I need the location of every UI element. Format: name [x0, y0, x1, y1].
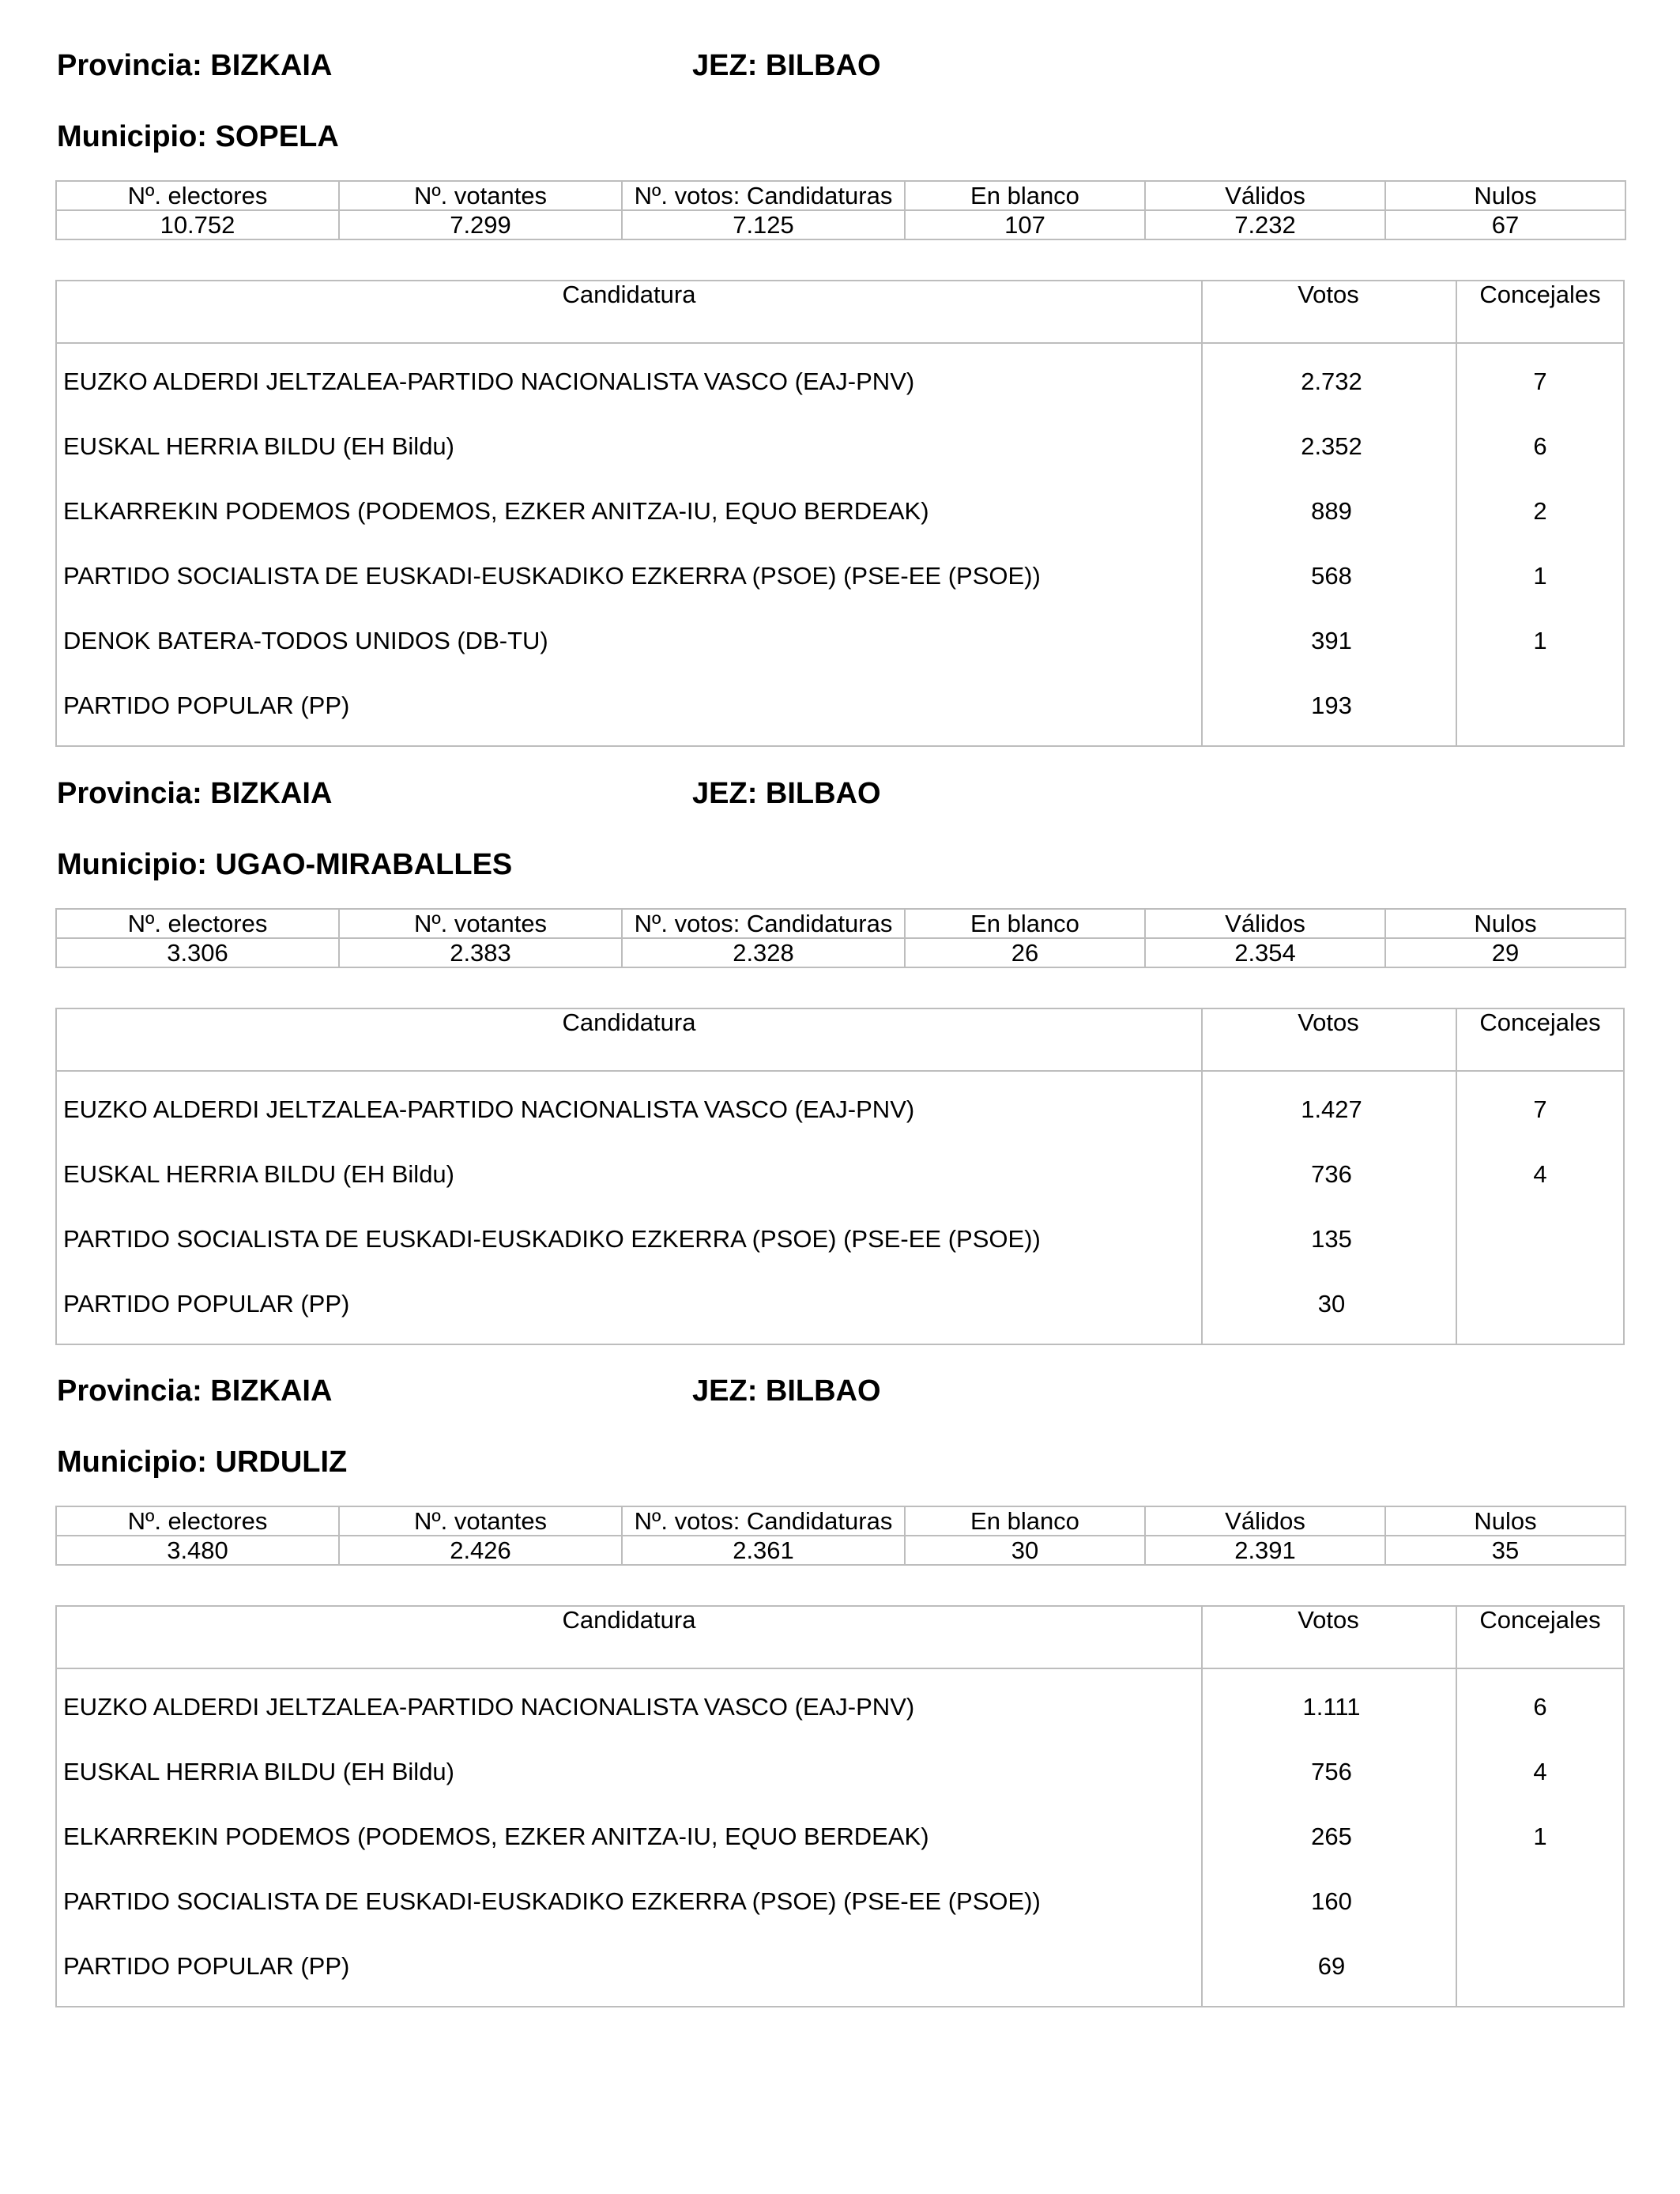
candidate-name: EUZKO ALDERDI JELTZALEA-PARTIDO NACIONALISTA VASCO (EAJ-PNV): [63, 1693, 915, 1721]
candidate-row: [57, 356, 1623, 421]
candidate-name: PARTIDO SOCIALISTA DE EUSKADI-EUSKADIKO EZKERRA (PSOE) (PSE-EE (PSOE)): [63, 562, 1041, 590]
candidate-concejales: 1: [1533, 562, 1547, 590]
stats-value-cell: 2.391: [1145, 1536, 1385, 1565]
column-divider: [1201, 1009, 1203, 1344]
candidate-concejales: 7: [1533, 1095, 1547, 1123]
candidate-votes: 135: [1311, 1225, 1352, 1253]
stats-header-cell: Nº. votos: Candidaturas: [622, 1506, 905, 1536]
candidate-name: EUSKAL HERRIA BILDU (EH Bildu): [63, 1758, 455, 1785]
stats-header-cell: En blanco: [905, 909, 1145, 938]
candidate-name: EUZKO ALDERDI JELTZALEA-PARTIDO NACIONALISTA VASCO (EAJ-PNV): [63, 368, 915, 395]
stats-header-row: [56, 181, 1625, 210]
candidate-row: [57, 1941, 1623, 2006]
stats-header-row: [56, 909, 1625, 938]
column-divider: [1456, 1009, 1457, 1344]
stats-value-cell: 35: [1385, 1536, 1625, 1565]
stats-header-cell: Nº. votos: Candidaturas: [622, 181, 905, 210]
section-header: [55, 49, 1625, 96]
candidatura-header: Candidatura: [562, 281, 696, 308]
candidates-header-row: [57, 281, 1623, 344]
jez-label: JEZ: BILBAO: [692, 49, 881, 82]
candidate-row: [57, 486, 1623, 551]
candidate-row: [57, 680, 1623, 745]
stats-header-cell: Nulos: [1385, 181, 1625, 210]
candidate-row: [57, 551, 1623, 616]
stats-header-cell: Válidos: [1145, 1506, 1385, 1536]
municipio-label: Municipio: UGAO-MIRABALLES: [57, 848, 513, 881]
candidate-name: PARTIDO SOCIALISTA DE EUSKADI-EUSKADIKO EZKERRA (PSOE) (PSE-EE (PSOE)): [63, 1887, 1041, 1915]
candidates-header-row: [57, 1607, 1623, 1669]
candidate-concejales: 7: [1533, 368, 1547, 395]
candidate-name: EUZKO ALDERDI JELTZALEA-PARTIDO NACIONALISTA VASCO (EAJ-PNV): [63, 1095, 915, 1123]
candidate-row: [57, 1682, 1623, 1747]
stats-value-cell: 3.306: [56, 938, 339, 967]
stats-value-cell: 30: [905, 1536, 1145, 1565]
provincia-label: Provincia: BIZKAIA: [57, 1374, 333, 1408]
candidates-header-row: [57, 1009, 1623, 1072]
candidate-row: [57, 421, 1623, 486]
candidate-votes: 736: [1311, 1160, 1352, 1188]
candidate-votes: 193: [1311, 692, 1352, 719]
candidate-name: ELKARREKIN PODEMOS (PODEMOS, EZKER ANITZA-IU, EQUO BERDEAK): [63, 497, 929, 525]
candidatura-header: Candidatura: [562, 1606, 696, 1634]
stats-value-row: [56, 938, 1625, 967]
stats-value-cell: 26: [905, 938, 1145, 967]
jez-label: JEZ: BILBAO: [692, 777, 881, 810]
stats-header-cell: Nº. votantes: [339, 1506, 622, 1536]
concejales-header: Concejales: [1479, 281, 1601, 308]
concejales-header: Concejales: [1479, 1606, 1601, 1634]
stats-value-cell: 3.480: [56, 1536, 339, 1565]
column-divider: [1456, 1607, 1457, 2006]
votos-header: Votos: [1298, 281, 1359, 308]
stats-value-cell: 2.328: [622, 938, 905, 967]
candidate-votes: 568: [1311, 562, 1352, 590]
candidate-votes: 1.111: [1302, 1693, 1361, 1721]
candidate-name: EUSKAL HERRIA BILDU (EH Bildu): [63, 1160, 455, 1188]
municipio-section: [55, 777, 1625, 1318]
candidatura-header: Candidatura: [562, 1008, 696, 1036]
candidate-votes: 69: [1317, 1952, 1346, 1980]
candidate-concejales: 6: [1533, 1693, 1547, 1721]
candidates-table: [55, 1605, 1625, 2007]
candidate-concejales: 4: [1533, 1758, 1547, 1785]
candidate-votes: 756: [1311, 1758, 1352, 1785]
candidate-row: [57, 1149, 1623, 1214]
stats-table: [55, 908, 1626, 968]
stats-value-cell: 10.752: [56, 210, 339, 239]
candidate-row: [57, 1747, 1623, 1811]
stats-value-row: [56, 210, 1625, 239]
candidate-row: [57, 1811, 1623, 1876]
candidate-name: PARTIDO POPULAR (PP): [63, 692, 350, 719]
municipio-section: [55, 1374, 1625, 1980]
candidate-name: EUSKAL HERRIA BILDU (EH Bildu): [63, 432, 455, 460]
concejales-header: Concejales: [1479, 1008, 1601, 1036]
stats-header-cell: Válidos: [1145, 909, 1385, 938]
stats-header-cell: Nº. votantes: [339, 909, 622, 938]
candidate-row: [57, 1084, 1623, 1149]
candidate-concejales: 1: [1533, 1823, 1547, 1850]
candidate-name: PARTIDO POPULAR (PP): [63, 1290, 350, 1318]
stats-value-cell: 7.232: [1145, 210, 1385, 239]
stats-header-cell: Nulos: [1385, 1506, 1625, 1536]
candidate-name: DENOK BATERA-TODOS UNIDOS (DB-TU): [63, 627, 548, 654]
stats-table: [55, 1506, 1626, 1566]
candidates-table: [55, 1008, 1625, 1345]
stats-value-cell: 29: [1385, 938, 1625, 967]
stats-value-cell: 67: [1385, 210, 1625, 239]
column-divider: [1201, 281, 1203, 745]
candidate-votes: 30: [1317, 1290, 1346, 1318]
candidates-table: [55, 280, 1625, 747]
stats-header-cell: Nº. electores: [56, 181, 339, 210]
stats-header-cell: Nº. electores: [56, 1506, 339, 1536]
municipio-section: [55, 49, 1625, 719]
stats-value-row: [56, 1536, 1625, 1565]
candidate-votes: 2.352: [1301, 432, 1362, 460]
municipio-label: Municipio: SOPELA: [57, 120, 339, 153]
stats-header-cell: Nº. votos: Candidaturas: [622, 909, 905, 938]
stats-header-cell: En blanco: [905, 181, 1145, 210]
candidate-concejales: 6: [1533, 432, 1547, 460]
stats-header-row: [56, 1506, 1625, 1536]
stats-header-cell: Nº. electores: [56, 909, 339, 938]
candidate-row: [57, 1876, 1623, 1941]
candidate-votes: 160: [1311, 1887, 1352, 1915]
provincia-label: Provincia: BIZKAIA: [57, 49, 333, 82]
stats-table: [55, 180, 1626, 240]
candidate-row: [57, 1214, 1623, 1279]
column-divider: [1456, 281, 1457, 745]
provincia-label: Provincia: BIZKAIA: [57, 777, 333, 810]
municipio-label: Municipio: URDULIZ: [57, 1446, 348, 1479]
candidate-name: PARTIDO SOCIALISTA DE EUSKADI-EUSKADIKO EZKERRA (PSOE) (PSE-EE (PSOE)): [63, 1225, 1041, 1253]
candidate-votes: 889: [1311, 497, 1352, 525]
votos-header: Votos: [1298, 1606, 1359, 1634]
candidate-votes: 391: [1311, 627, 1352, 654]
candidate-votes: 265: [1311, 1823, 1352, 1850]
jez-label: JEZ: BILBAO: [692, 1374, 881, 1408]
column-divider: [1201, 1607, 1203, 2006]
stats-header-cell: Nº. votantes: [339, 181, 622, 210]
stats-value-cell: 2.354: [1145, 938, 1385, 967]
votos-header: Votos: [1298, 1008, 1359, 1036]
stats-value-cell: 2.383: [339, 938, 622, 967]
stats-value-cell: 2.361: [622, 1536, 905, 1565]
stats-header-cell: En blanco: [905, 1506, 1145, 1536]
candidate-row: [57, 1279, 1623, 1344]
candidate-concejales: 4: [1533, 1160, 1547, 1188]
candidate-name: PARTIDO POPULAR (PP): [63, 1952, 350, 1980]
stats-value-cell: 7.299: [339, 210, 622, 239]
stats-value-cell: 7.125: [622, 210, 905, 239]
candidate-concejales: 2: [1533, 497, 1547, 525]
candidate-concejales: 1: [1533, 627, 1547, 654]
candidate-votes: 2.732: [1301, 368, 1362, 395]
section-header: [55, 777, 1625, 824]
candidate-row: [57, 616, 1623, 680]
stats-header-cell: Nulos: [1385, 909, 1625, 938]
stats-value-cell: 107: [905, 210, 1145, 239]
section-header: [55, 1374, 1625, 1422]
candidate-votes: 1.427: [1301, 1095, 1362, 1123]
stats-header-cell: Válidos: [1145, 181, 1385, 210]
candidate-name: ELKARREKIN PODEMOS (PODEMOS, EZKER ANITZA-IU, EQUO BERDEAK): [63, 1823, 929, 1850]
stats-value-cell: 2.426: [339, 1536, 622, 1565]
